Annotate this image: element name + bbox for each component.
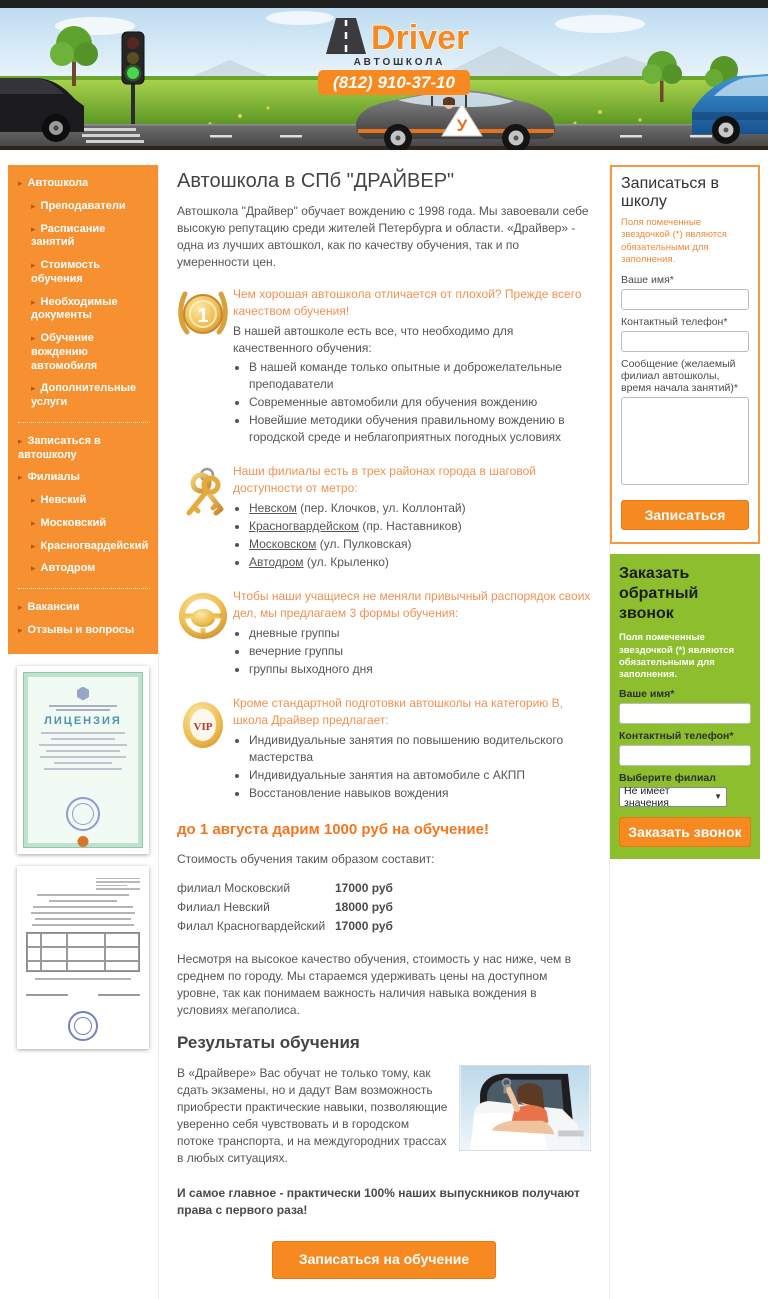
menu-arrow-icon: ▸ bbox=[18, 178, 23, 188]
doc-line bbox=[41, 732, 124, 734]
branch-select-value: Не имеет значения bbox=[624, 784, 670, 809]
doc-header-block bbox=[96, 878, 140, 890]
sidebar-item-label[interactable]: Обучение вождению автомобиля bbox=[31, 332, 98, 372]
list-item bbox=[249, 536, 591, 553]
price-branch: филиал Московский bbox=[177, 880, 291, 895]
doc-line bbox=[31, 912, 136, 914]
header-banner bbox=[0, 8, 768, 150]
intro-paragraph: Автошкола "Драйвер" обучает вождению с 1998 года. Мы завоевали себе высокую репутацию среди жителей Петербурга и области. «Драйвер» - одна из лучших автошкол, как по качеству обучения, так и по умеренности цен. bbox=[177, 204, 589, 270]
doc-line bbox=[32, 924, 135, 926]
doc-signatures bbox=[26, 994, 140, 996]
section-heading: Чем хорошая автошкола отличается от плохой? Прежде всего качеством обучения! bbox=[233, 286, 582, 318]
logo-subtitle: А В Т О Ш К О Л А bbox=[353, 57, 443, 68]
sidebar-item-label[interactable]: Филиалы bbox=[27, 471, 80, 484]
logo-text: Driver bbox=[371, 19, 470, 57]
sidebar-item-label[interactable]: Записаться в автошколу bbox=[18, 434, 101, 461]
branch-link-krasnogvardeysky[interactable]: Красногвардейском bbox=[249, 518, 360, 533]
list-item bbox=[249, 518, 591, 535]
menu-divider bbox=[18, 588, 150, 589]
list-item: • вечерние группы bbox=[249, 643, 591, 660]
zebra-crossing bbox=[78, 128, 144, 143]
sidebar-item-label[interactable]: Вакансии bbox=[27, 601, 80, 613]
sidebar-item-label[interactable]: Автошкола bbox=[27, 177, 89, 189]
section-heading: Наши филиалы есть в трех районах города в шаговой доступности от метро: bbox=[233, 463, 536, 495]
wax-seal-icon bbox=[78, 836, 89, 847]
phone-badge[interactable] bbox=[318, 70, 470, 95]
content-area bbox=[0, 150, 768, 1299]
vip-list bbox=[249, 732, 591, 802]
sidebar-item-label[interactable]: Дополнительные услуги bbox=[31, 382, 137, 408]
list-item: • Новейшие методики обучения правильному вождению в городской среде и неблагоприятных погодных условиях bbox=[249, 412, 591, 446]
sidebar-item-enroll[interactable] bbox=[18, 435, 150, 463]
list-item: • Индивидуальные занятия на автомобиле с АКПП bbox=[249, 767, 591, 784]
main-content bbox=[158, 165, 610, 1299]
accreditation-document-image[interactable] bbox=[17, 866, 149, 1049]
menu-arrow-icon: ▸ bbox=[31, 223, 36, 234]
branch-link-moskovsky[interactable]: Московском bbox=[249, 536, 317, 551]
list-item: • группы выходного дня bbox=[249, 661, 591, 678]
name-field[interactable] bbox=[621, 289, 749, 310]
menu-arrow-icon: ▸ bbox=[31, 517, 36, 528]
branch-address: (ул. Крыленко) bbox=[303, 554, 389, 569]
results-paragraph: В «Драйвере» Вас обучат не только тому, как сдать экзамены, но и дадут Вам возможность приобрести практические навыки, позволяющие уверенно себя чувствовать и в городском потоке транспорта, и на междугородних трассах в любых ситуациях. bbox=[177, 1066, 448, 1166]
steering-wheel-icon bbox=[177, 588, 233, 679]
doc-line bbox=[51, 738, 115, 740]
list-item: • В нашей команде только опытные и доброжелательные преподаватели bbox=[249, 359, 591, 393]
section-vip bbox=[177, 695, 591, 803]
price-value: 17000 руб bbox=[335, 918, 393, 933]
sidebar-item-schedule[interactable] bbox=[31, 223, 150, 251]
sidebar-item-branches[interactable] bbox=[18, 471, 150, 485]
sidebar-item-avtoshkola[interactable] bbox=[18, 177, 150, 191]
menu-arrow-icon: ▸ bbox=[18, 602, 23, 612]
sidebar-item-krasnogvardeysky[interactable] bbox=[31, 540, 150, 554]
cta-row bbox=[177, 1241, 591, 1279]
sidebar-item-label[interactable]: Красногвардейский bbox=[40, 539, 149, 552]
price-branch: Филиал Невский bbox=[177, 899, 270, 914]
menu-arrow-icon: ▸ bbox=[18, 472, 23, 483]
price-row bbox=[177, 918, 591, 935]
sidebar-item-documents[interactable] bbox=[31, 296, 150, 324]
license-document-inner bbox=[24, 673, 142, 847]
sidebar-item-label[interactable]: Отзывы и вопросы bbox=[27, 623, 135, 636]
license-title: ЛИЦЕНЗИЯ bbox=[44, 714, 122, 727]
phone-label: Контактный телефон* bbox=[619, 729, 734, 742]
menu-arrow-icon: ▸ bbox=[31, 200, 36, 211]
signup-form bbox=[610, 165, 760, 544]
callback-form bbox=[610, 554, 760, 858]
branch-link-nevsky[interactable]: Невском bbox=[249, 500, 297, 515]
keys-icon bbox=[177, 463, 233, 572]
dropdown-arrow-icon: ▼ bbox=[714, 792, 722, 802]
soil-strip bbox=[0, 146, 768, 150]
menu-arrow-icon: ▸ bbox=[18, 624, 23, 635]
sidebar-item-reviews[interactable] bbox=[18, 624, 150, 638]
vip-icon bbox=[177, 695, 233, 803]
svg-text:1: 1 bbox=[197, 304, 209, 327]
branches-list bbox=[249, 500, 591, 571]
phone-number: (812) 910-37-10 bbox=[333, 73, 455, 92]
callback-form-title: Заказать обратный звонок bbox=[619, 565, 699, 623]
signup-form-title: Записаться в школу bbox=[621, 175, 719, 210]
sidebar-item-label[interactable]: Стоимость обучения bbox=[31, 259, 101, 285]
sidebar-item-extra-services[interactable] bbox=[31, 382, 150, 410]
menu-arrow-icon: ▸ bbox=[31, 563, 36, 574]
sidebar-menu bbox=[8, 165, 158, 654]
branch-link-autodrome[interactable]: Автодром bbox=[249, 554, 304, 569]
round-stamp-icon bbox=[66, 797, 100, 831]
menu-arrow-icon: ▸ bbox=[31, 495, 36, 505]
section-heading: Чтобы наши учащиеся не меняли привычный распорядок своих дел, мы предлагаем 3 формы обучения: bbox=[233, 588, 591, 621]
crest-icon bbox=[77, 687, 89, 701]
pricing-paragraph: Несмотря на высокое качество обучения, стоимость у нас ниже, чем в среднем по городу. Мы стараемся удерживать цены на доступном уровне, так как понимаем важность наличия навыка вождения в условиях мегаполиса. bbox=[177, 951, 571, 1017]
price-lead: Стоимость обучения таким образом составит: bbox=[177, 851, 435, 866]
doc-line bbox=[54, 762, 113, 764]
phone-field[interactable] bbox=[619, 745, 751, 766]
license-document-image[interactable] bbox=[17, 666, 149, 854]
signup-form-note: Поля помеченные звездочкой (*) являются обязательными для заполнения. bbox=[621, 217, 727, 266]
header-banner-art bbox=[0, 8, 768, 150]
list-item: • Индивидуальные занятия по повышению водительского мастерства bbox=[249, 732, 591, 766]
svg-text:У: У bbox=[456, 116, 468, 135]
list-item: • Современные автомобили для обучения вождению bbox=[249, 394, 591, 411]
doc-line bbox=[37, 894, 128, 896]
sidebar-item-nevsky[interactable] bbox=[31, 494, 150, 508]
round-stamp-icon bbox=[68, 1011, 98, 1041]
list-item: • Восстановление навыков вождения bbox=[249, 785, 591, 802]
branch-address: (пр. Наставников) bbox=[359, 518, 462, 533]
phone-label: Контактный телефон* bbox=[621, 316, 728, 329]
menu-arrow-icon: ▸ bbox=[31, 540, 36, 551]
signup-submit-button[interactable]: Записаться bbox=[621, 500, 749, 530]
doc-line bbox=[35, 978, 131, 980]
branch-address: (ул. Пулковская) bbox=[316, 536, 412, 551]
price-row bbox=[177, 899, 591, 916]
name-label: Ваше имя* bbox=[621, 274, 674, 287]
sidebar-item-label[interactable]: Невский bbox=[40, 494, 87, 506]
sidebar-item-label[interactable]: Необходимые документы bbox=[31, 295, 118, 322]
branch-label: Выберите филиал bbox=[619, 771, 716, 784]
branch-select[interactable] bbox=[619, 784, 727, 809]
doc-line bbox=[35, 918, 132, 920]
branch-address: (пер. Клочков, ул. Коллонтай) bbox=[296, 500, 466, 515]
list-item: • дневные группы bbox=[249, 625, 591, 642]
sidebar-item-teachers[interactable] bbox=[31, 200, 150, 214]
doc-line bbox=[44, 768, 122, 770]
phone-field[interactable] bbox=[621, 331, 749, 352]
sidebar-item-moskovsky[interactable] bbox=[31, 517, 150, 531]
menu-arrow-icon: ▸ bbox=[31, 333, 36, 343]
quality-list bbox=[249, 359, 591, 446]
callback-form-note: Поля помеченные звездочкой (*) являются обязательными для заполнения. bbox=[619, 632, 735, 681]
menu-arrow-icon: ▸ bbox=[31, 296, 36, 307]
left-column bbox=[8, 165, 158, 1049]
menu-arrow-icon: ▸ bbox=[31, 383, 36, 394]
happy-driver-photo bbox=[459, 1065, 591, 1151]
price-table bbox=[177, 880, 591, 935]
list-item bbox=[249, 500, 591, 517]
price-row bbox=[177, 880, 591, 897]
sidebar-item-pricing[interactable] bbox=[31, 259, 150, 287]
doc-table bbox=[26, 932, 140, 972]
doc-line bbox=[49, 705, 118, 707]
study-forms-list bbox=[249, 625, 591, 678]
results-block bbox=[177, 1065, 591, 1167]
top-dark-bar bbox=[0, 0, 768, 8]
doc-line bbox=[39, 744, 127, 746]
section-quality bbox=[177, 286, 591, 447]
price-value: 18000 руб bbox=[335, 899, 393, 914]
menu-arrow-icon: ▸ bbox=[31, 260, 36, 270]
sidebar-item-label[interactable]: Автодром bbox=[40, 562, 96, 575]
medal-icon bbox=[177, 286, 233, 447]
name-field[interactable] bbox=[619, 703, 751, 724]
doc-line bbox=[49, 900, 117, 902]
doc-line bbox=[40, 756, 126, 758]
page-title: Автошкола в СПб "ДРАЙВЕР" bbox=[177, 170, 455, 192]
doc-line bbox=[56, 709, 110, 711]
section-branches bbox=[177, 463, 591, 572]
name-label: Ваше имя* bbox=[619, 687, 675, 700]
sidebar-item-label[interactable]: Расписание занятий bbox=[31, 222, 106, 249]
promo-heading: до 1 августа дарим 1000 руб на обучение! bbox=[177, 821, 489, 839]
sidebar-item-label[interactable]: Преподаватели bbox=[40, 199, 126, 212]
final-statement: И самое главное - практически 100% наших выпускников получают права с первого раза! bbox=[177, 1186, 580, 1218]
sidebar-item-driving-training[interactable] bbox=[31, 332, 150, 373]
results-title: Результаты обучения bbox=[177, 1032, 360, 1052]
enroll-cta-button[interactable]: Записаться на обучение bbox=[272, 1241, 496, 1279]
sidebar-item-autodrome[interactable] bbox=[31, 562, 150, 576]
message-field[interactable] bbox=[621, 397, 749, 485]
menu-divider bbox=[18, 422, 150, 423]
callback-submit-button[interactable]: Заказать звонок bbox=[619, 817, 751, 847]
section-study-forms bbox=[177, 588, 591, 679]
section-lead: В нашей автошколе есть все, что необходимо для качественного обучения: bbox=[233, 323, 514, 355]
message-label: Сообщение (желаемый филиал автошколы, время начала занятий)* bbox=[621, 358, 738, 395]
right-column bbox=[610, 165, 760, 859]
doc-line bbox=[33, 906, 133, 908]
svg-text:VIP: VIP bbox=[193, 721, 213, 734]
doc-line bbox=[46, 750, 120, 752]
sidebar-item-label[interactable]: Московский bbox=[40, 516, 107, 529]
price-value: 17000 руб bbox=[335, 880, 393, 895]
section-heading: Кроме стандартной подготовки автошколы на категорию В, школа Драйвер предлагает: bbox=[233, 696, 563, 728]
menu-arrow-icon: ▸ bbox=[18, 435, 23, 446]
list-item bbox=[249, 554, 591, 571]
price-branch: Филал Красногвардейский bbox=[177, 918, 326, 933]
sidebar-item-vacancies[interactable] bbox=[18, 601, 150, 615]
